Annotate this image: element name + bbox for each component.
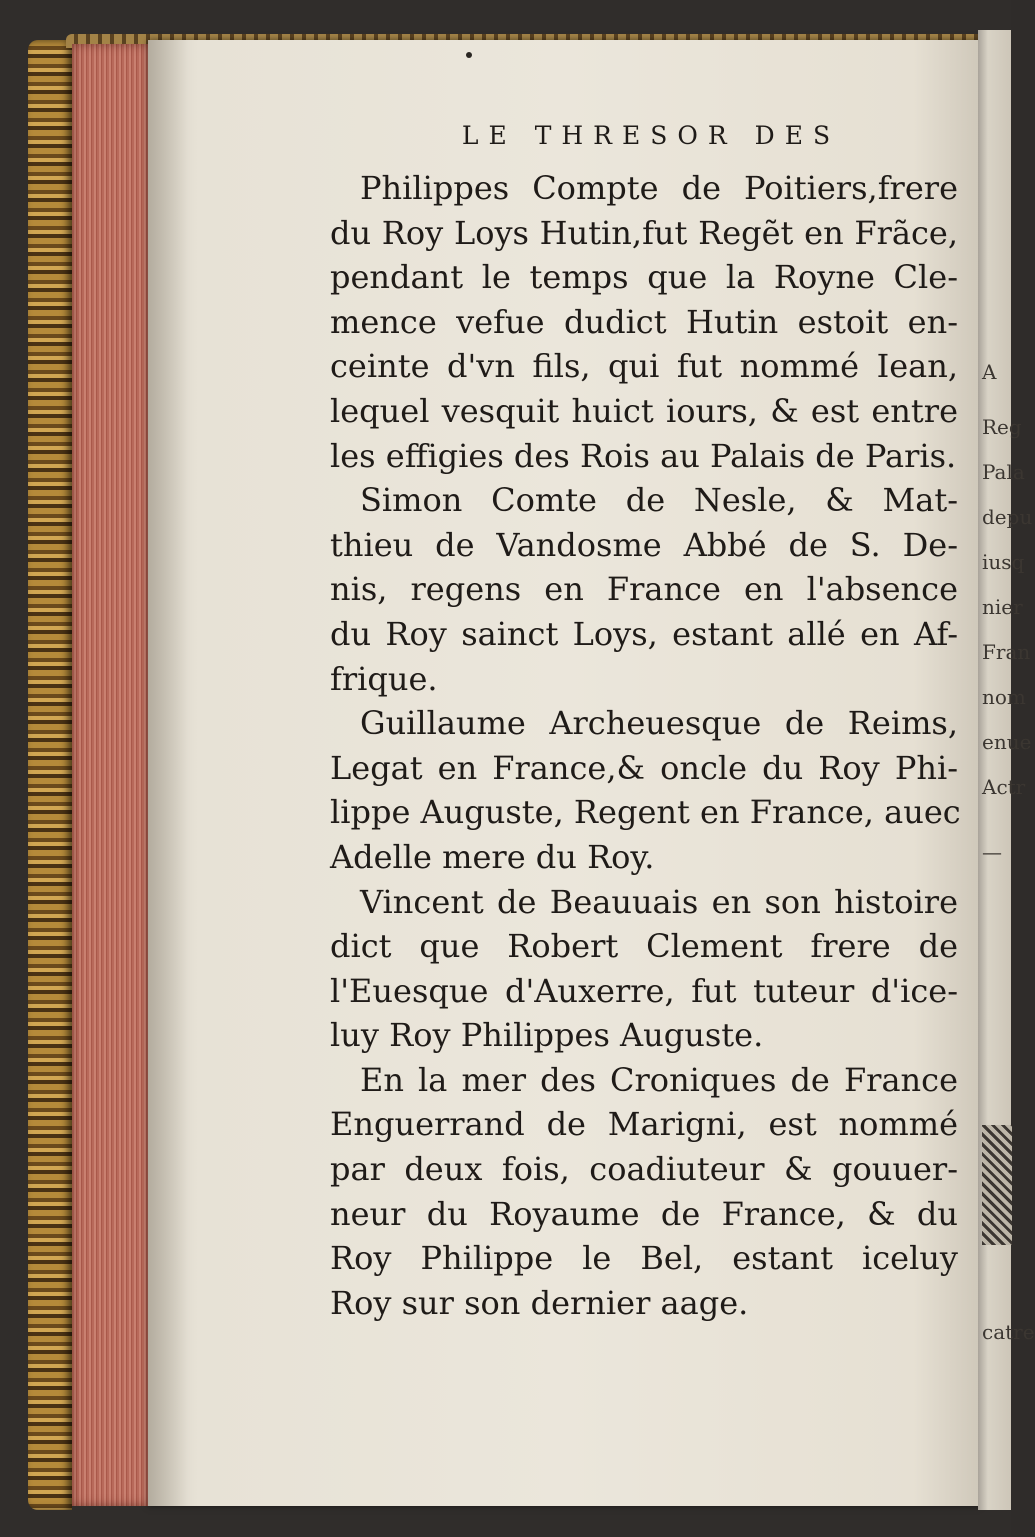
next-leaf-fragment: depu — [982, 505, 1033, 529]
running-head: LE THRESOR DES — [461, 121, 841, 150]
text-line: les effigies des Rois au Palais de Paris. — [330, 436, 957, 475]
next-leaf-fragment: — — [982, 840, 1002, 864]
next-leaf-fragment: catre — [982, 1320, 1035, 1344]
text-line: ceinte d'vn fils, qui fut nommé Iean, — [330, 347, 958, 386]
paragraph-1 — [330, 166, 958, 478]
next-leaf-fragment: nom — [982, 685, 1026, 709]
next-leaf-fragment: Actr — [982, 775, 1026, 799]
paragraph-3 — [330, 701, 961, 879]
text-line: thieu de Vandosme Abbé de S. De- — [330, 525, 958, 564]
text-line: En la mer des Croniques de France — [360, 1060, 958, 1099]
text-line: lequel vesquit huict iours, & est entre — [330, 391, 958, 430]
next-leaf-fragment: enue — [982, 730, 1032, 754]
text-line: pendant le temps que la Royne Cle- — [330, 258, 958, 297]
text-line: mence vefue dudict Hutin estoit en- — [330, 302, 958, 341]
text-line: neur du Royaume de France, & du — [330, 1194, 958, 1233]
gilt-binding-edge — [28, 40, 72, 1510]
next-leaf-fragment: A — [982, 360, 997, 384]
text-line: nis, regens en France en l'absence — [330, 570, 958, 609]
text-line: frique. — [330, 659, 438, 698]
next-leaf-fragment: Pala — [982, 460, 1025, 484]
paragraph-4 — [330, 880, 958, 1058]
text-line: Philippes Compte de Poitiers,frere — [360, 169, 958, 207]
text-line: Roy Philippe le Bel, estant iceluy — [330, 1239, 958, 1278]
text-line: Vincent de Beauuais en son histoire — [360, 882, 958, 921]
text-line: Adelle mere du Roy. — [330, 837, 655, 876]
paragraph-2 — [330, 478, 958, 701]
next-leaf-edge — [978, 30, 1035, 1510]
text-line: lippe Auguste, Regent en France, auec — [330, 793, 961, 832]
text-line: par deux fois, coadiuteur & gouuer- — [330, 1150, 958, 1189]
ink-dot — [466, 52, 472, 58]
text-line: Guillaume Archeuesque de Reims, — [360, 704, 958, 743]
text-line: luy Roy Philippes Auguste. — [330, 1016, 764, 1055]
next-leaf-fragment: Fran — [982, 640, 1031, 664]
text-line: Roy sur son dernier aage. — [330, 1283, 749, 1322]
red-page-edges — [72, 44, 154, 1506]
text-line: dict que Robert Clement frere de — [330, 927, 958, 966]
text-line: du Roy Loys Hutin,fut Regẽt en Frãce, — [330, 213, 958, 252]
text-line: Simon Comte de Nesle, & Mat- — [360, 481, 958, 520]
text-line: Enguerrand de Marigni, est nommé — [330, 1105, 958, 1144]
text-line: Legat en France,& oncle du Roy Phi- — [330, 748, 958, 787]
text-line: du Roy sainct Loys, estant allé en Af- — [330, 614, 958, 653]
gutter-shadow — [148, 40, 188, 1506]
next-leaf-fragment: Reg — [982, 415, 1022, 439]
text-line: l'Euesque d'Auxerre, fut tuteur d'ice- — [330, 971, 958, 1010]
paragraph-5 — [330, 1058, 958, 1326]
next-leaf-fragment: nier — [982, 595, 1023, 619]
next-leaf-fragment: iusq — [982, 550, 1025, 574]
page-text — [330, 118, 961, 1325]
next-leaf-ornament — [982, 1125, 1012, 1245]
